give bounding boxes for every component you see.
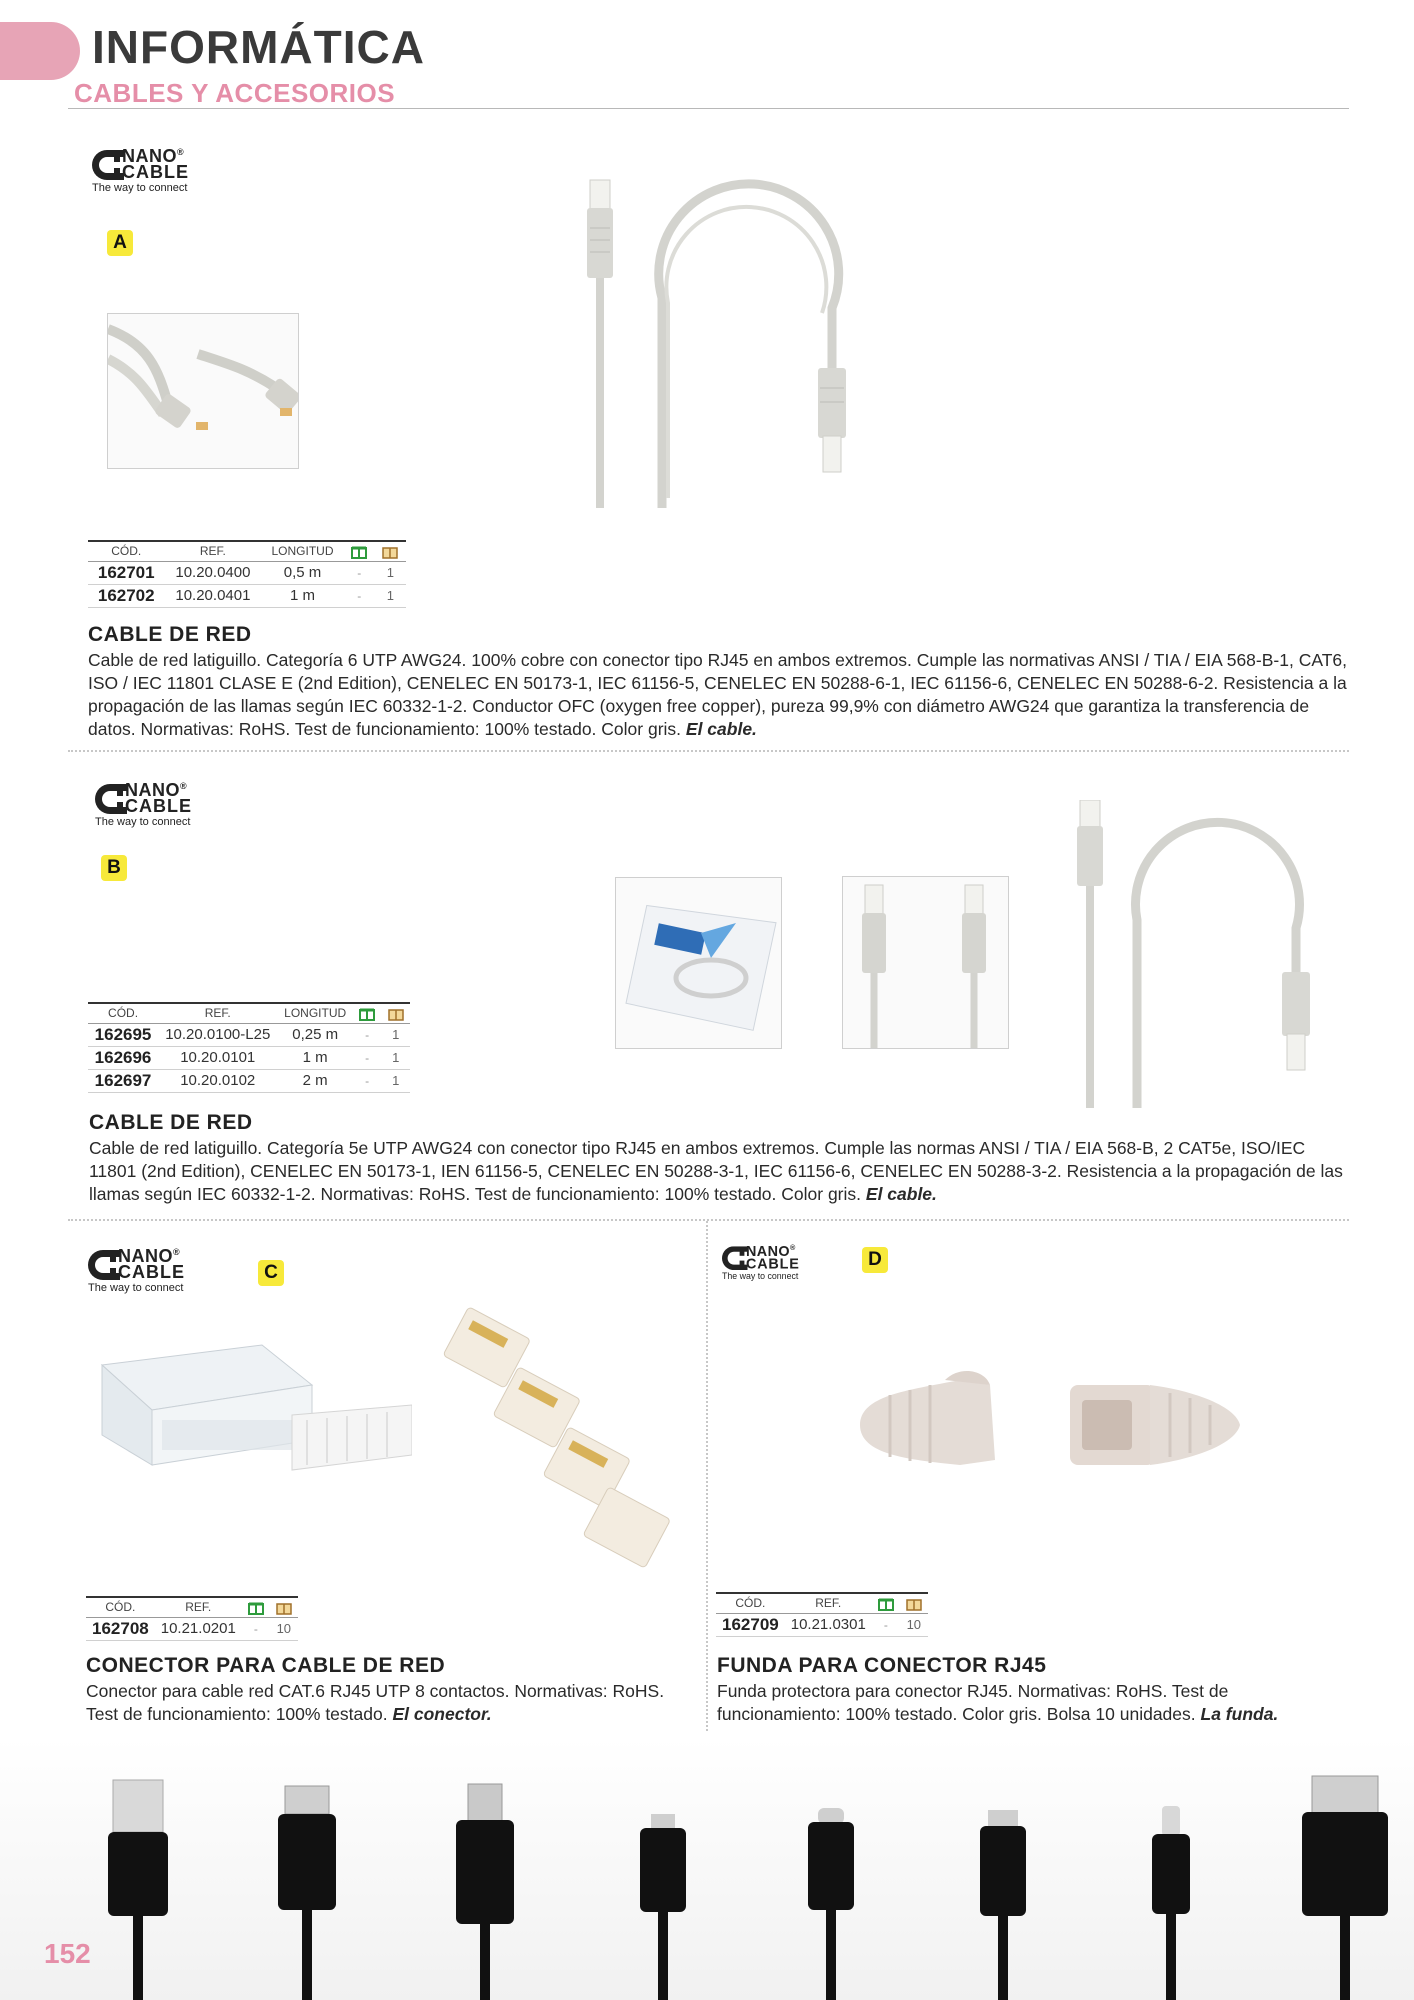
nanocable-logo: NANO® CABLE The way to connect	[88, 1246, 185, 1294]
section-title: INFORMÁTICA	[92, 21, 425, 73]
product-letter-badge: D	[862, 1247, 888, 1273]
section-subtitle: CABLES Y ACCESORIOS	[74, 78, 396, 108]
col-header-ref: REF.	[164, 541, 261, 561]
brown-box-icon	[900, 1593, 928, 1613]
product-letter-badge: A	[107, 230, 133, 256]
product-description: Cable de red latiguillo. Categoría 5e UTP AWG24 con conector tipo RJ45 en ambos extremos. Cumple las normas ANSI / TIA / EIA 568-B, 2 CAT5e, ISO/IEC 11801 (2nd Edition), CENELEC EN 50173-1, IEN 61156-5, CENELEC EN 50288-3-1, IEC 61156-6, CENELEC EN 50288-3-2. Resistencia a la propagación de las llamas según IEC 60332-1-2. Normativas: RoHS. Test de funcionamiento: 100% testado. Color gris. El cable.	[89, 1138, 1343, 1204]
product-table	[88, 540, 406, 608]
green-box-icon	[353, 1003, 382, 1023]
product-table: CÓD. REF. 162708 10.21.0201 - 10	[86, 1596, 298, 1641]
rj45-connectors-group-image	[430, 1302, 680, 1582]
section-tab	[0, 22, 80, 80]
patch-cable-coil-image	[560, 168, 860, 508]
rj45-connector-closeup-image	[92, 1325, 412, 1485]
section-divider	[68, 1219, 1349, 1221]
col-header-longitud: LONGITUD	[261, 541, 343, 561]
cables-banner-image	[0, 1738, 1414, 2000]
table-row: 162697 10.20.0102 2 m - 1	[88, 1069, 410, 1092]
brown-box-icon	[381, 1003, 410, 1023]
product-description: Conector para cable red CAT.6 RJ45 UTP 8 contactos. Normativas: RoHS. Test de funcionamiento: 100% testado. El conector.	[86, 1681, 665, 1724]
nanocable-logo: NANO® CABLE The way to connect	[92, 146, 189, 194]
green-box-icon	[872, 1593, 900, 1613]
green-box-icon	[242, 1597, 270, 1617]
brand-c-mark	[92, 150, 124, 180]
table-row: 162696 10.20.0101 1 m - 1	[88, 1046, 410, 1069]
nanocable-logo: NANO® CABLE The way to connect	[722, 1243, 800, 1282]
brown-box-icon	[270, 1597, 298, 1617]
product-description: Cable de red latiguillo. Categoría 6 UTP AWG24. 100% cobre con conector tipo RJ45 en ambos extremos. Cumple las normativas ANSI / TIA / EIA 568-B-1, CAT6, ISO / IEC 11801 CLASE E (2nd Edition), CENELEC EN 50173-1, IEC 61156-5, CENELEC EN 50288-6-1, IEC 61156-6, CENELEC EN 50288-6-2. Resistencia a la propagación de las llamas según IEC 60332-1-2. Conductor OFC (oxygen free copper), pureza 99,9% con diámetro AWG24 que garantiza la transferencia de datos. Normativas: RoHS. Test de funcionamiento: 100% testado. Color gris. El cable.	[88, 650, 1347, 739]
product-title: FUNDA PARA CONECTOR RJ45	[717, 1654, 1047, 1677]
product-unit: El conector.	[392, 1704, 492, 1724]
col-header-cod: CÓD.	[88, 541, 164, 561]
header-divider	[68, 108, 1349, 109]
product-thumbnail[interactable]	[842, 876, 1009, 1049]
product-title: CABLE DE RED	[89, 1111, 253, 1134]
product-unit: El cable.	[685, 719, 757, 739]
green-box-icon	[344, 541, 375, 561]
product-table: CÓD. REF. 162709 10.21.0301 - 10	[716, 1592, 928, 1637]
product-unit: El cable.	[865, 1184, 937, 1204]
brand-name-2: CABLE	[122, 162, 189, 182]
product-thumbnail[interactable]	[107, 313, 299, 469]
product-title: CONECTOR PARA CABLE DE RED	[86, 1654, 446, 1677]
patch-cable-coil-image	[1062, 800, 1322, 1108]
table-row: 162708 10.21.0201 - 10	[86, 1617, 298, 1640]
table-row: 162702 10.20.0401 1 m - 1	[88, 584, 406, 607]
table-row: 162695 10.20.0100-L25 0,25 m - 1	[88, 1023, 410, 1046]
product-title: CABLE DE RED	[88, 623, 252, 646]
column-divider	[706, 1221, 708, 1731]
brown-box-icon	[375, 541, 406, 561]
brand-name-1: NANO	[122, 146, 177, 166]
product-table: CÓD. REF. LONGITUD 162695 10.20.0100-L25 0,25 m - 1 162696 10.20.0101 1 m - 1 162697 10.20.0102 2 m - 1	[88, 1002, 410, 1093]
packaged-cable-image	[616, 878, 782, 1049]
product-unit: La funda.	[1200, 1704, 1279, 1724]
patch-cable-ends-image	[108, 314, 299, 469]
product-description: Funda protectora para conector RJ45. Normativas: RoHS. Test de funcionamiento: 100% testado. Color gris. Bolsa 10 unidades. La funda.	[717, 1681, 1279, 1724]
product-letter-badge: B	[101, 855, 127, 881]
rj45-boot-image	[850, 1365, 1250, 1485]
table-row: 162709 10.21.0301 - 10	[716, 1613, 928, 1636]
page-number: 152	[44, 1938, 91, 1969]
product-thumbnail[interactable]	[615, 877, 782, 1049]
cable-connectors-image	[843, 877, 1009, 1049]
table-row: 162701 10.20.0400 0,5 m - 1	[88, 561, 406, 584]
brand-tagline: The way to connect	[92, 182, 188, 194]
product-letter-badge: C	[258, 1260, 284, 1286]
section-divider	[68, 750, 1349, 752]
nanocable-logo: NANO® CABLE The way to connect	[95, 780, 192, 828]
